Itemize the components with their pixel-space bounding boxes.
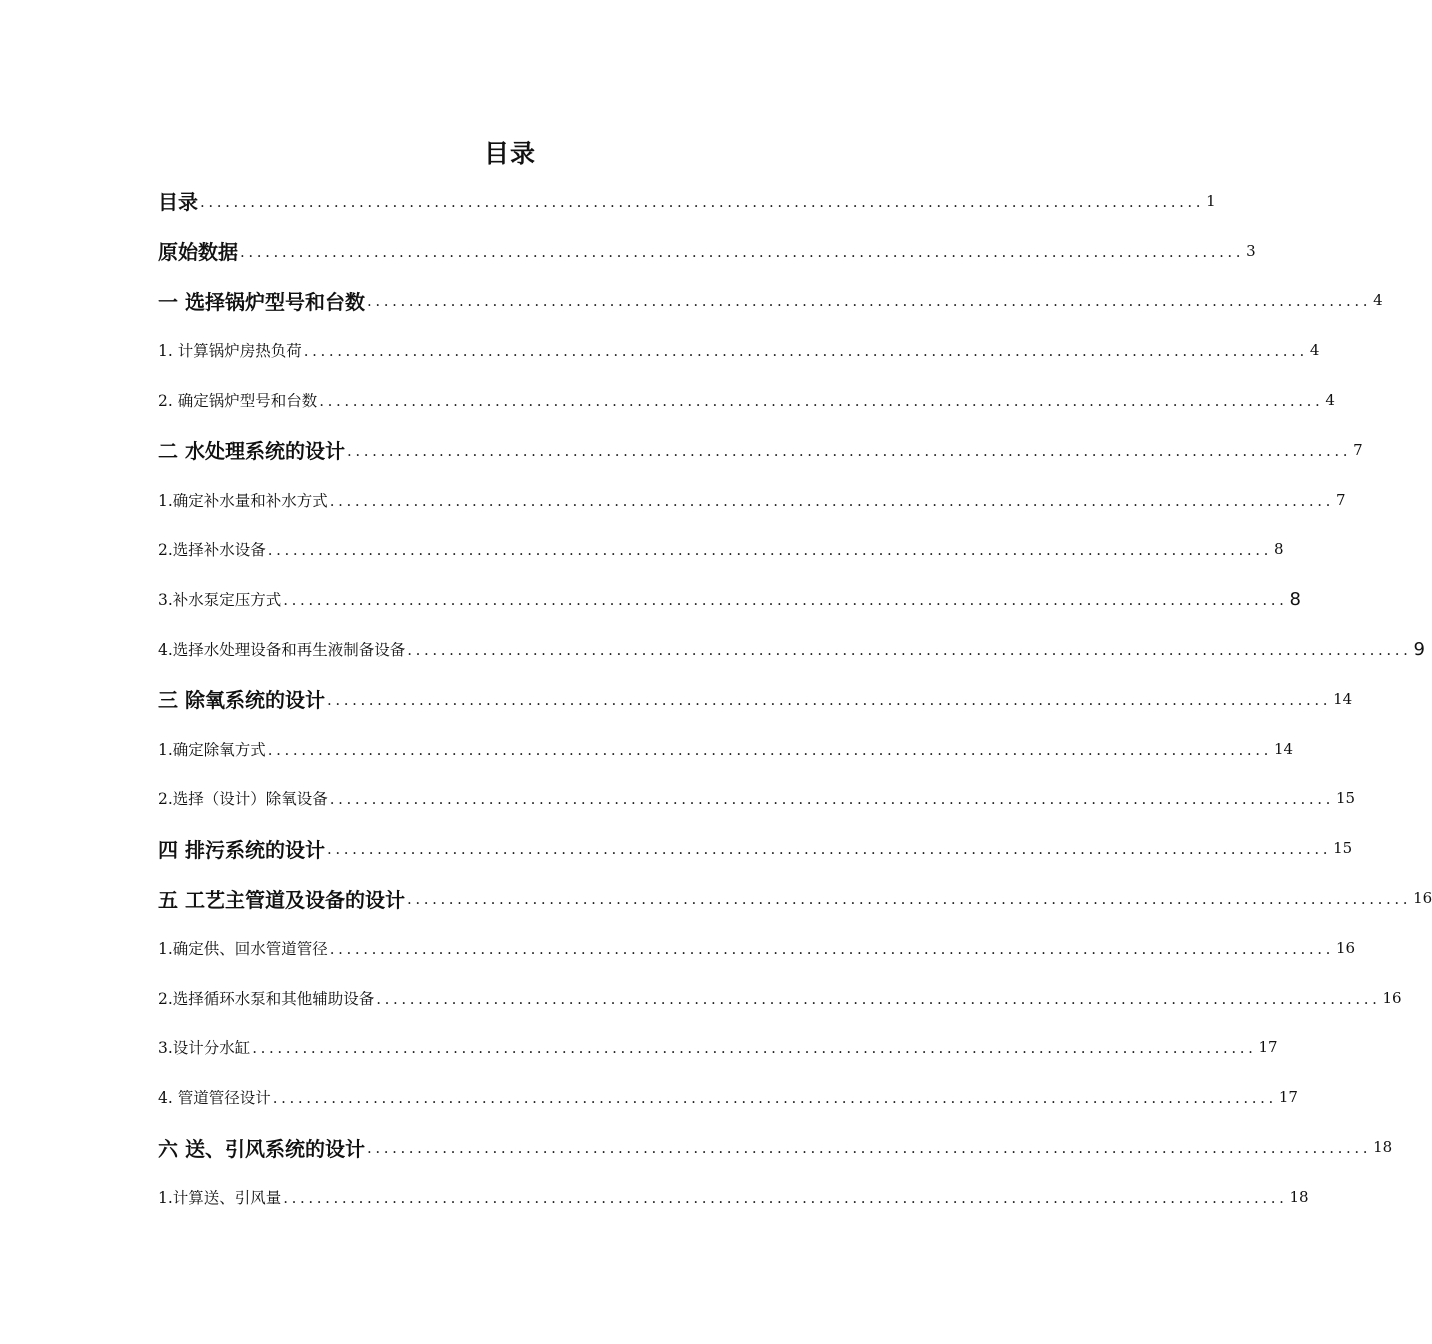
toc-entry-label: 1.确定补水量和补水方式 — [158, 491, 328, 510]
toc-entry-page: 3 — [1246, 241, 1256, 260]
toc-entry[interactable] — [158, 325, 1320, 375]
toc-entry-page: 14 — [1333, 689, 1353, 708]
toc-leader-dots: ........................................................................................................................ — [240, 242, 1245, 261]
toc-leader-dots: ........................................................................................................................ — [329, 491, 1334, 510]
toc-leader-dots: ........................................................................................................................ — [406, 890, 1412, 909]
toc-entry[interactable] — [158, 724, 1294, 774]
toc-entry-label: 2.选择循环水泵和其他辅助设备 — [158, 989, 375, 1008]
toc-entry-label: 四 排污系统的设计 — [158, 837, 325, 862]
toc-entry-label: 原始数据 — [158, 240, 238, 265]
toc-entry-label: 1.计算送、引风量 — [158, 1188, 282, 1207]
toc-entry[interactable] — [158, 1122, 1393, 1172]
toc-entry-label: 1.确定供、回水管道管径 — [158, 939, 328, 958]
toc-leader-dots: ........................................................................................................................ — [200, 192, 1205, 211]
toc-entry-label: 3.补水泵定压方式 — [158, 591, 282, 610]
toc-entry-page: 15 — [1335, 789, 1356, 808]
page-title: 目录 — [483, 139, 536, 168]
toc-leader-dots: ........................................................................................................................ — [283, 1188, 1288, 1207]
toc-entry-page: 16 — [1335, 938, 1356, 957]
toc-entry-page: 8 — [1273, 540, 1284, 559]
toc-entry[interactable] — [158, 774, 1356, 824]
toc-entry-label: 三 除氧系统的设计 — [158, 688, 325, 713]
toc-entry[interactable] — [158, 1172, 1309, 1222]
toc-entry[interactable] — [158, 923, 1356, 973]
toc-leader-dots: ........................................................................................................................ — [366, 1139, 1372, 1158]
toc-entry-page: 9 — [1413, 638, 1425, 660]
toc-entry-page: 18 — [1373, 1138, 1393, 1157]
toc-entry-page: 14 — [1273, 739, 1294, 758]
toc-entry-page: 17 — [1258, 1038, 1278, 1057]
toc-leader-dots: ........................................................................................................................ — [329, 939, 1334, 958]
toc-leader-dots: ........................................................................................................................ — [407, 641, 1412, 660]
toc-entry-page: 15 — [1333, 839, 1353, 858]
toc-entry[interactable] — [158, 574, 1301, 624]
toc-entry[interactable] — [158, 1072, 1298, 1122]
toc-entry-label: 1.确定除氧方式 — [158, 740, 266, 759]
toc-entry-label: 一 选择锅炉型号和台数 — [158, 289, 365, 314]
toc-leader-dots: ........................................................................................................................ — [326, 690, 1332, 709]
toc-entry[interactable] — [158, 1023, 1278, 1073]
toc-entry-label: 3.设计分水缸 — [158, 1039, 251, 1058]
toc-entry-page: 17 — [1278, 1088, 1298, 1107]
toc-entry-page: 4 — [1309, 341, 1320, 360]
toc-entry-label: 2.选择补水设备 — [158, 541, 266, 560]
toc-leader-dots: ........................................................................................................................ — [303, 342, 1308, 361]
toc-entry-label: 2. 确定锅炉型号和台数 — [158, 392, 318, 411]
toc-entry-page: 7 — [1353, 440, 1363, 459]
toc-entry-label: 六 送、引风系统的设计 — [158, 1136, 365, 1161]
toc-entry-label: 五 工艺主管道及设备的设计 — [158, 887, 405, 912]
toc-leader-dots: ........................................................................................................................ — [346, 441, 1352, 460]
toc-leader-dots: ........................................................................................................................ — [272, 1089, 1277, 1108]
toc-entry-label: 4. 管道管径设计 — [158, 1089, 271, 1108]
toc-leader-dots: ........................................................................................................................ — [326, 840, 1332, 859]
toc-entry[interactable] — [158, 624, 1425, 674]
toc-leader-dots: ........................................................................................................................ — [329, 790, 1334, 809]
toc-entry[interactable] — [158, 375, 1335, 425]
toc-entry[interactable] — [158, 973, 1402, 1023]
toc-leader-dots: ........................................................................................................................ — [376, 989, 1381, 1008]
toc-leader-dots: ........................................................................................................................ — [267, 541, 1272, 560]
toc-entry[interactable] — [158, 674, 1353, 724]
toc-entry[interactable] — [158, 276, 1383, 326]
toc-entry-page: 8 — [1289, 588, 1301, 610]
toc-entry-label: 2.选择（设计）除氧设备 — [158, 790, 328, 809]
toc-entry-page: 18 — [1289, 1187, 1309, 1206]
toc-leader-dots: ........................................................................................................................ — [319, 392, 1324, 411]
toc-entry[interactable] — [158, 823, 1353, 873]
toc-entry[interactable] — [158, 525, 1284, 575]
toc-entry-label: 二 水处理系统的设计 — [158, 439, 345, 464]
toc-entry-page: 16 — [1382, 988, 1402, 1007]
toc-entry[interactable] — [158, 176, 1216, 226]
toc-entry-page: 7 — [1335, 490, 1346, 509]
toc-entry-page: 16 — [1413, 889, 1432, 908]
toc-entry[interactable] — [158, 873, 1432, 923]
table-of-contents — [158, 176, 1432, 1222]
toc-entry-page: 1 — [1206, 191, 1216, 210]
toc-entry-page: 4 — [1373, 291, 1383, 310]
toc-leader-dots: ........................................................................................................................ — [252, 1039, 1257, 1058]
toc-entry-label: 4.选择水处理设备和再生液制备设备 — [158, 641, 406, 660]
toc-entry[interactable] — [158, 425, 1363, 475]
toc-entry-page: 4 — [1325, 391, 1335, 410]
toc-leader-dots: ........................................................................................................................ — [366, 292, 1372, 311]
toc-entry[interactable] — [158, 475, 1346, 525]
toc-entry-label: 目录 — [158, 190, 198, 215]
toc-entry[interactable] — [158, 226, 1256, 276]
toc-entry-label: 1. 计算锅炉房热负荷 — [158, 342, 302, 361]
toc-leader-dots: ........................................................................................................................ — [267, 740, 1272, 759]
toc-leader-dots: ........................................................................................................................ — [283, 591, 1288, 610]
